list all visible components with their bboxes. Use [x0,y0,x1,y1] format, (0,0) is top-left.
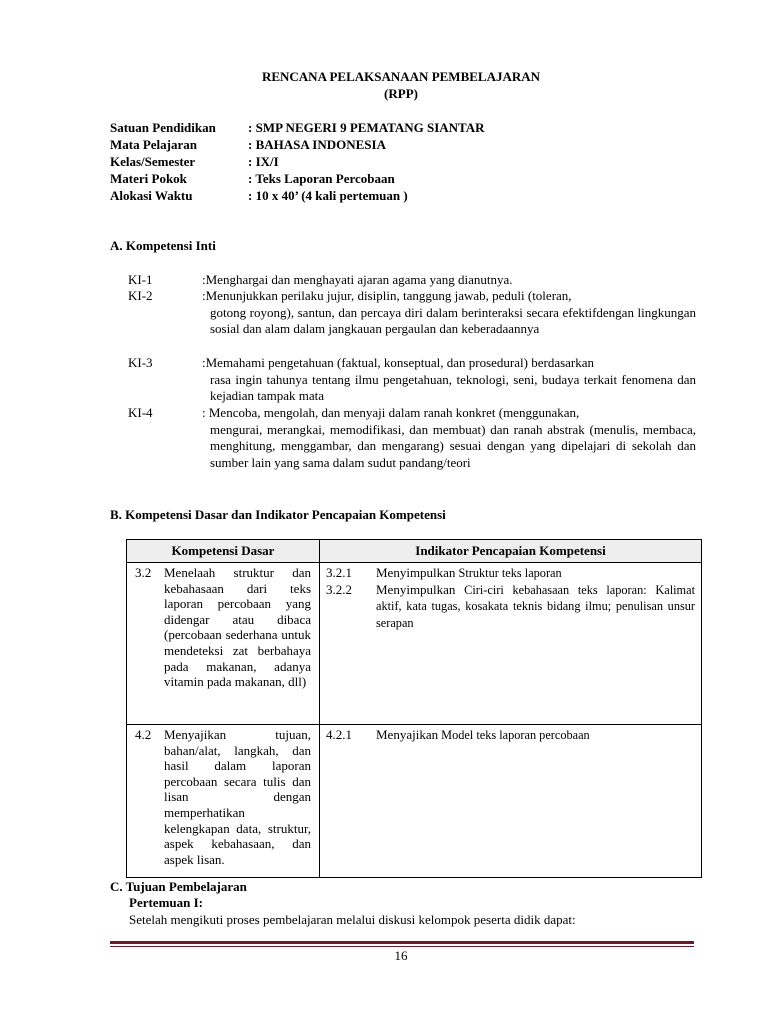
indicator-cell [320,725,702,878]
document-title: RENCANA PELAKSANAAN PEMBELAJARAN [261,69,541,84]
indicator-text: Model teks laporan percobaan [438,728,590,742]
ki-label: KI-2 [128,288,153,303]
identity-label: Materi Pokok [110,171,187,186]
indicator-number: 3.2.2 [326,581,352,597]
indicator-item [320,727,701,744]
ki-first-line: : Mencoba, mengolah, dan menyaji dalam ranah konkret (menggunakan, [202,405,580,420]
ki-text [202,272,696,289]
indicator-verb: Menyimpulkan [376,581,456,597]
identity-value: : Teks Laporan Percobaan [248,171,395,186]
footer-rule-thin [110,946,694,947]
indicator-number: 3.2.1 [326,565,352,580]
identity-label: Mata Pelajaran [110,137,198,152]
indicator-verb: Menyimpulkan [376,565,456,580]
ki-label: KI-3 [128,355,153,370]
ki-text [202,405,696,471]
kd-text: Menelaah struktur dan kebahasaan dari teks laporan percobaan yang didengar atau dibaca (percobaan sederhana untuk mendeteksi zat berbahaya pada makanan, adanya vitamin pada makanan, dll) [164,565,311,690]
table-row [127,725,702,878]
identity-value: : IX/I [248,154,279,169]
identity-value: : SMP NEGERI 9 PEMATANG SIANTAR [248,120,485,135]
ki-continuation: rasa ingin tahunya tentang ilmu pengetahuan, teknologi, seni, budaya terkait fenomena dan kejadian tampak mata [210,371,696,403]
section-a-heading: A. Kompetensi Inti [110,238,216,253]
kd-cell [127,563,320,725]
identity-value: : BAHASA INDONESIA [248,137,386,152]
ki-first-line: :Menghargai dan menghayati ajaran agama yang dianutnya. [202,272,513,287]
ki-first-line: :Menunjukkan perilaku jujur, disiplin, tanggung jawab, peduli (toleran, [202,288,572,303]
page-number: 16 [394,948,408,963]
identity-label: Satuan Pendidikan [110,120,216,135]
identity-value: : 10 x 40’ (4 kali pertemuan ) [248,188,408,203]
identity-label: Kelas/Semester [110,154,196,169]
kd-text: Menyajikan tujuan, bahan/alat, langkah, dan hasil dalam laporan percobaan secara tulis dan lisan dengan memperhatikan kelengkapan data, struktur, aspek kebahasaan, dan aspek lisan. [164,727,311,867]
table-header-indicator: Indikator Pencapaian Kompetensi [320,540,702,563]
indicator-cell [320,563,702,725]
table-row [127,563,702,725]
document-subtitle: (RPP) [384,86,418,101]
indicator-text: Ciri-ciri kebahasaan teks laporan: Kalimat aktif, kata tugas, kosakata teknis bidang ilmu; penulisan unsur serapan [376,582,695,630]
section-c-subheading: Pertemuan I: [129,895,204,910]
indicator-number: 4.2.1 [326,727,352,742]
section-b-heading: B. Kompetensi Dasar dan Indikator Pencapaian Kompetensi [110,507,446,522]
ki-text [202,288,696,338]
ki-continuation: mengurai, merangkai, memodifikasi, dan membuat) dan ranah abstrak (menulis, membaca, menghitung, menggambar, dan mengarang) sesuai dengan yang dipelajari di sekolah dan sumber lain yang sama dalam sudut pandang/teori [210,421,696,470]
indicator-item [320,582,701,632]
competency-table [126,539,702,878]
ki-label: KI-4 [128,405,153,420]
section-c-text: Setelah mengikuti proses pembelajaran melalui diskusi kelompok peserta didik dapat: [129,912,576,927]
kd-cell [127,725,320,878]
kd-number: 3.2 [135,565,152,580]
ki-text [202,355,696,405]
footer-rule [110,941,694,944]
table-header-kd: Kompetensi Dasar [127,540,320,563]
identity-label: Alokasi Waktu [110,188,193,203]
ki-label: KI-1 [128,272,153,287]
section-c-heading: C. Tujuan Pembelajaran [110,879,247,894]
ki-first-line: :Memahami pengetahuan (faktual, konseptual, dan prosedural) berdasarkan [202,355,595,370]
kd-number: 4.2 [135,727,152,742]
indicator-item [320,565,701,582]
indicator-verb: Menyajikan [376,727,439,742]
indicator-text: Struktur teks laporan [455,566,562,580]
ki-continuation: gotong royong), santun, dan percaya diri dalam berinteraksi secara efektifdengan lingkungan sosial dan alam dalam jangkauan pergaulan dan keberadaannya [210,304,696,336]
